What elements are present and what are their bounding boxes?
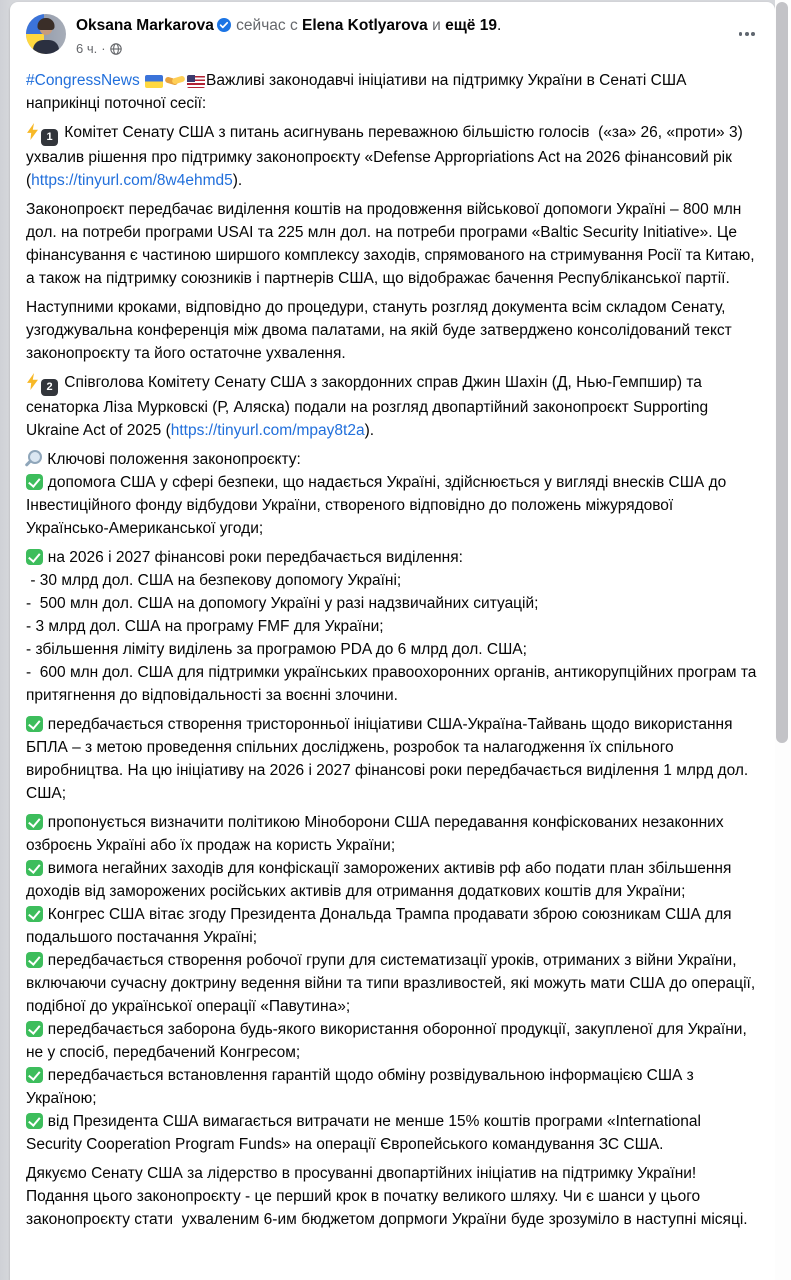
post-paragraph <box>26 471 759 540</box>
post-paragraph <box>26 1110 759 1156</box>
dot-separator: · <box>101 41 106 56</box>
post-link[interactable]: https://tinyurl.com/8w4ehmd5 <box>31 172 233 189</box>
post-paragraph <box>26 857 759 903</box>
post-text: ). <box>364 422 375 439</box>
check-icon <box>26 1067 43 1084</box>
post-text: Законопроєкт передбачає виділення коштів на продовження військової допомоги Україні – 800 млн дол. на потреби програми USAI та 225 млн дол. на потреби програми «Baltic Security Initiative». Це фінансування є частиною ширшого комплексу заходів, спрямованого на стримування Росії та Китаю, а також на підтримку союзників і партнерів США, що відображає бачення Республіканської партії. <box>26 201 759 287</box>
post-link[interactable]: https://tinyurl.com/mpay8t2a <box>170 422 365 439</box>
tagged-person[interactable]: Elena Kotlyarova <box>302 17 428 34</box>
post-text: вимога негайних заходів для конфіскації заморожених активів рф або подати план збільшення доходів від заморожених російських активів для отримання додаткових коштів для України; <box>26 860 736 900</box>
post-paragraph <box>26 296 759 365</box>
check-icon <box>26 814 43 831</box>
context-text: и <box>432 17 441 34</box>
post-text: - збільшення ліміту виділень за програмою PDA до 6 млрд дол. США; <box>26 641 527 658</box>
post-paragraph <box>26 811 759 857</box>
post-text: ). <box>232 172 243 189</box>
post-text: передбачається заборона будь-якого використання оборонної продукції, закупленої для України, не у спосіб, передбачений Конгресом; <box>26 1021 752 1061</box>
context-text: сейчас с <box>236 17 298 34</box>
post-text: від Президента США вимагається витрачати не менше 15% коштів програми «International Security Cooperation Program Funds» на операції Європейського командування ЗС США. <box>26 1113 706 1153</box>
post-paragraph <box>26 546 759 707</box>
handshake-icon <box>165 74 185 88</box>
post-text: передбачається створення робочої групи для систематизації уроків, отриманих з війни України, включаючи сучасну доктрину ведення війни та типи вразливостей, які можуть мати США до операції, подібної до української операції «Павутина»; <box>26 952 760 1015</box>
verified-badge-icon <box>217 17 231 38</box>
header-text <box>76 14 759 57</box>
post-text <box>140 72 144 89</box>
post-text: Важливі законодавчі ініціативи на підтримку України в Сенаті США наприкінці поточної сесії: <box>26 72 691 112</box>
check-icon <box>26 952 43 969</box>
post-paragraph <box>26 1018 759 1064</box>
post-content <box>10 57 775 1245</box>
post-text: передбачається створення тристоронньої ініціативи США-Україна-Тайвань щодо використання БПЛА – з метою проведення спільних досліджень, розробок та налагодження їх спільного виробництва. На цю ініціативу на 2026 і 2027 фінансові роки передбачається виділення 1 млрд дол. США; <box>26 716 753 802</box>
post-paragraph <box>26 903 759 949</box>
post-paragraph <box>26 1064 759 1110</box>
check-icon <box>26 1113 43 1130</box>
check-icon <box>26 906 43 923</box>
post-paragraph <box>26 713 759 805</box>
timestamp[interactable]: 6 ч. <box>76 41 98 56</box>
post-text: - 30 млрд дол. США на безпекову допомогу Україні; <box>26 572 402 589</box>
post-header <box>10 2 775 57</box>
period: . <box>496 17 502 34</box>
flag-us-icon <box>187 75 205 88</box>
post-text: передбачається встановлення гарантій щодо обміну розвідувальною інформацією США з Україною; <box>26 1067 699 1107</box>
post-text: Комітет Сенату США з питань асигнувань переважною більшістю голосів («за» 26, «проти» 3) ухвалив рішення про підтримку законопроєкту «Defense Appropriations Act на 2026 фінансовий рік ( <box>26 124 748 189</box>
post-text: - 500 млн дол. США на допомогу Україні у разі надзвичайних ситуацій; <box>26 595 539 612</box>
sub-row <box>76 40 759 57</box>
keycap-2-icon: 2 <box>41 379 58 396</box>
check-icon <box>26 860 43 877</box>
scrollbar-track[interactable] <box>775 0 791 1280</box>
check-icon <box>26 474 43 491</box>
post-paragraph <box>26 121 759 192</box>
keycap-1-icon: 1 <box>41 129 58 146</box>
check-icon <box>26 549 43 566</box>
scrollbar-thumb[interactable] <box>776 2 788 743</box>
post-text: Співголова Комітету Сенату США з закордонних справ Джин Шахін (Д, Нью-Гемпшир) та сенаторка Ліза Мурковскі (Р, Аляска) подали на розгляд двопартійний законопроєкт Supporting Ukraine Act of 2025 ( <box>26 374 713 439</box>
post-text: Ключові положення законопроєкту: <box>43 451 301 468</box>
check-icon <box>26 1021 43 1038</box>
more-tagged-link[interactable]: ещё 19 <box>445 17 497 34</box>
post-paragraph <box>26 1162 759 1231</box>
post-text: Наступними кроками, відповідно до процедури, стануть розгляд документа всім складом Сенату, узгоджувальна конференція між двома палатами, на якій буде затверджено консолідований текст законопроєкту та його остаточне ухвалення. <box>26 299 737 362</box>
name-row <box>76 15 759 38</box>
post-text: Дякуємо Сенату США за лідерство в просуванні двопартійних ініціатив на підтримку України! Подання цього законопроєкту - це перший крок в початку великого шляху. Чи є шанси у цього законопроєкту стати ухваленим 6-им бюджетом допрмоги України буде зрозуміло в наступні місяці. <box>26 1165 748 1228</box>
post-text: - 600 млн дол. США для підтримки українських правоохоронних органів, антикорупційних програм та притягнення до відповідальності за воєнні злочини. <box>26 664 761 704</box>
post-text: на 2026 і 2027 фінансові роки передбачається виділення: <box>43 549 463 566</box>
post-text: - 3 млрд дол. США на програму FMF для України; <box>26 618 384 635</box>
avatar-person-silhouette <box>38 18 55 30</box>
post-paragraph <box>26 198 759 290</box>
check-icon <box>26 716 43 733</box>
post-text: пропонується визначити політикою Міноборони США передавання конфіскованих незаконних озброєнь Україні або їх продаж на користь України; <box>26 814 728 854</box>
more-options-button[interactable] <box>733 26 761 42</box>
hashtag-link[interactable]: #CongressNews <box>26 72 140 89</box>
post-text: Конгрес США вітає згоду Президента Дональда Трампа продавати зброю союзникам США для подальшого постачання Україні; <box>26 906 736 946</box>
bolt-icon <box>26 373 39 390</box>
flag-ua-icon <box>145 75 163 88</box>
post-paragraph <box>26 371 759 442</box>
avatar-person-silhouette <box>33 40 59 54</box>
avatar[interactable] <box>26 14 66 54</box>
post-paragraph <box>26 949 759 1018</box>
globe-icon <box>110 43 122 55</box>
bolt-icon <box>26 123 39 140</box>
post-text: допомога США у сфері безпеки, що надається Україні, здійснюється у вигляді внесків США до Інвестиційного фонду відбудови України, створеного відповідно до положень міжурядової Українсько-Американської угоди; <box>26 474 731 537</box>
author-name[interactable]: Oksana Markarova <box>76 17 214 34</box>
post-paragraph <box>26 69 759 115</box>
post-card <box>10 2 775 1280</box>
post-paragraph <box>26 448 759 471</box>
magnifier-icon <box>26 450 43 467</box>
